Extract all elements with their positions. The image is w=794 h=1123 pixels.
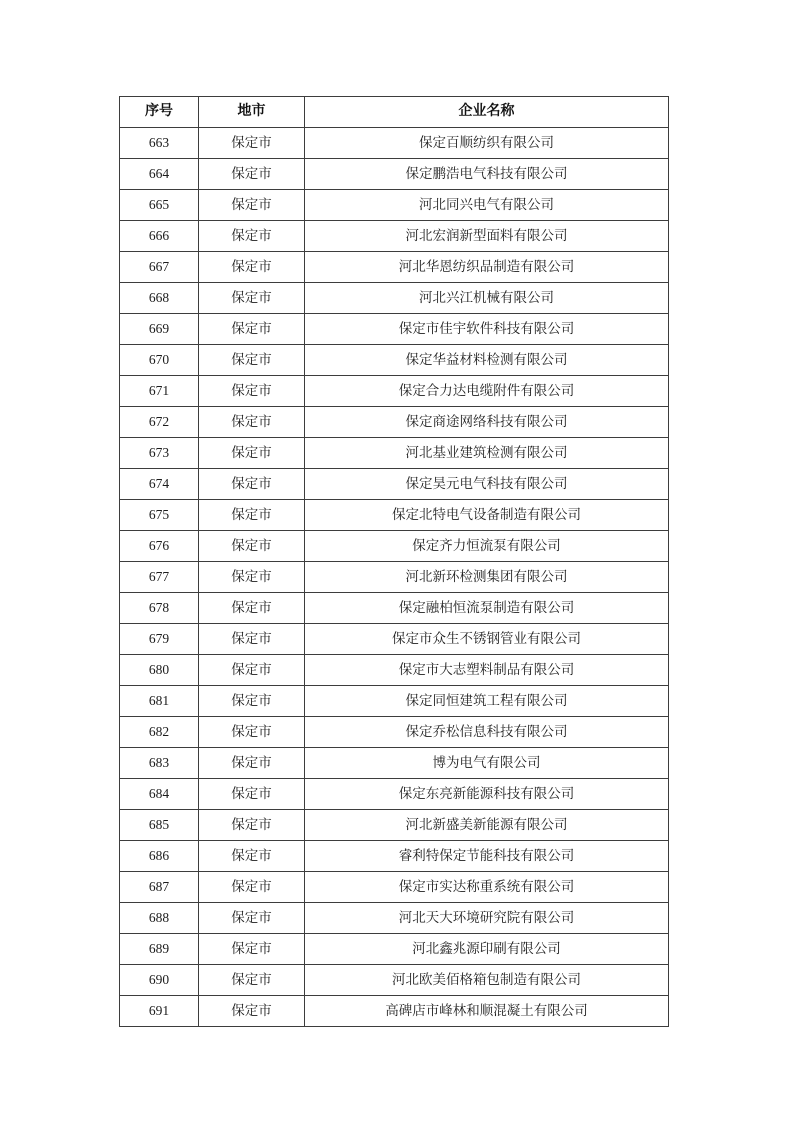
cell-seq: 689: [120, 934, 199, 965]
cell-city: 保定市: [199, 996, 305, 1027]
cell-company-name: 保定乔松信息科技有限公司: [305, 717, 669, 748]
cell-seq: 691: [120, 996, 199, 1027]
cell-seq: 685: [120, 810, 199, 841]
cell-seq: 672: [120, 407, 199, 438]
cell-seq: 677: [120, 562, 199, 593]
cell-company-name: 保定齐力恒流泵有限公司: [305, 531, 669, 562]
cell-seq: 681: [120, 686, 199, 717]
cell-company-name: 保定市大志塑料制品有限公司: [305, 655, 669, 686]
table-row: [120, 655, 669, 686]
table-row: [120, 438, 669, 469]
cell-city: 保定市: [199, 500, 305, 531]
table-row: [120, 128, 669, 159]
cell-seq: 667: [120, 252, 199, 283]
table-row: [120, 190, 669, 221]
cell-company-name: 保定东亮新能源科技有限公司: [305, 779, 669, 810]
cell-city: 保定市: [199, 159, 305, 190]
cell-seq: 668: [120, 283, 199, 314]
cell-city: 保定市: [199, 438, 305, 469]
table-row: [120, 686, 669, 717]
cell-seq: 666: [120, 221, 199, 252]
cell-company-name: 河北新盛美新能源有限公司: [305, 810, 669, 841]
cell-company-name: 保定同恒建筑工程有限公司: [305, 686, 669, 717]
cell-city: 保定市: [199, 810, 305, 841]
cell-seq: 682: [120, 717, 199, 748]
cell-city: 保定市: [199, 252, 305, 283]
cell-city: 保定市: [199, 934, 305, 965]
cell-city: 保定市: [199, 872, 305, 903]
table-row: [120, 531, 669, 562]
table-row: [120, 779, 669, 810]
cell-city: 保定市: [199, 624, 305, 655]
cell-seq: 679: [120, 624, 199, 655]
cell-seq: 671: [120, 376, 199, 407]
cell-city: 保定市: [199, 531, 305, 562]
cell-company-name: 博为电气有限公司: [305, 748, 669, 779]
cell-city: 保定市: [199, 128, 305, 159]
cell-city: 保定市: [199, 593, 305, 624]
table-row: [120, 252, 669, 283]
cell-seq: 690: [120, 965, 199, 996]
cell-city: 保定市: [199, 655, 305, 686]
table-row: [120, 376, 669, 407]
cell-seq: 673: [120, 438, 199, 469]
cell-city: 保定市: [199, 779, 305, 810]
cell-seq: 670: [120, 345, 199, 376]
cell-company-name: 保定商途网络科技有限公司: [305, 407, 669, 438]
cell-seq: 676: [120, 531, 199, 562]
table-header-row: [120, 97, 669, 128]
table-row: [120, 624, 669, 655]
table-row: [120, 221, 669, 252]
cell-city: 保定市: [199, 314, 305, 345]
cell-seq: 687: [120, 872, 199, 903]
cell-city: 保定市: [199, 562, 305, 593]
cell-city: 保定市: [199, 841, 305, 872]
cell-company-name: 河北基业建筑检测有限公司: [305, 438, 669, 469]
table-row: [120, 159, 669, 190]
cell-company-name: 河北新环检测集团有限公司: [305, 562, 669, 593]
cell-company-name: 保定合力达电缆附件有限公司: [305, 376, 669, 407]
cell-seq: 669: [120, 314, 199, 345]
header-seq: 序号: [120, 97, 199, 128]
table-row: [120, 934, 669, 965]
cell-city: 保定市: [199, 283, 305, 314]
cell-company-name: 保定市实达称重系统有限公司: [305, 872, 669, 903]
cell-city: 保定市: [199, 686, 305, 717]
cell-city: 保定市: [199, 469, 305, 500]
table-row: [120, 965, 669, 996]
cell-seq: 663: [120, 128, 199, 159]
cell-company-name: 河北华恩纺织品制造有限公司: [305, 252, 669, 283]
cell-company-name: 高碑店市峰林和顺混凝土有限公司: [305, 996, 669, 1027]
table-row: [120, 314, 669, 345]
cell-company-name: 河北鑫兆源印刷有限公司: [305, 934, 669, 965]
cell-seq: 665: [120, 190, 199, 221]
cell-company-name: 河北同兴电气有限公司: [305, 190, 669, 221]
cell-company-name: 保定华益材料检测有限公司: [305, 345, 669, 376]
table-row: [120, 469, 669, 500]
cell-company-name: 保定市众生不锈钢管业有限公司: [305, 624, 669, 655]
table-row: [120, 810, 669, 841]
cell-city: 保定市: [199, 717, 305, 748]
cell-seq: 678: [120, 593, 199, 624]
cell-seq: 674: [120, 469, 199, 500]
cell-company-name: 保定市佳宇软件科技有限公司: [305, 314, 669, 345]
cell-company-name: 河北天大环境研究院有限公司: [305, 903, 669, 934]
cell-company-name: 保定融柏恒流泵制造有限公司: [305, 593, 669, 624]
table-row: [120, 593, 669, 624]
cell-city: 保定市: [199, 903, 305, 934]
cell-city: 保定市: [199, 345, 305, 376]
cell-city: 保定市: [199, 407, 305, 438]
cell-seq: 675: [120, 500, 199, 531]
table-row: [120, 903, 669, 934]
header-city: 地市: [199, 97, 305, 128]
table-row: [120, 407, 669, 438]
cell-company-name: 保定百顺纺织有限公司: [305, 128, 669, 159]
table-body: [120, 128, 669, 1027]
table-row: [120, 996, 669, 1027]
table-row: [120, 841, 669, 872]
cell-seq: 680: [120, 655, 199, 686]
header-company-name: 企业名称: [305, 97, 669, 128]
cell-company-name: 睿利特保定节能科技有限公司: [305, 841, 669, 872]
cell-company-name: 河北宏润新型面料有限公司: [305, 221, 669, 252]
table-row: [120, 283, 669, 314]
cell-seq: 664: [120, 159, 199, 190]
table-row: [120, 562, 669, 593]
cell-seq: 688: [120, 903, 199, 934]
cell-city: 保定市: [199, 376, 305, 407]
cell-seq: 684: [120, 779, 199, 810]
cell-company-name: 河北欧美佰格箱包制造有限公司: [305, 965, 669, 996]
cell-seq: 683: [120, 748, 199, 779]
company-list-table: [119, 96, 669, 1027]
cell-company-name: 河北兴江机械有限公司: [305, 283, 669, 314]
table-row: [120, 500, 669, 531]
cell-city: 保定市: [199, 190, 305, 221]
cell-company-name: 保定鹏浩电气科技有限公司: [305, 159, 669, 190]
table-row: [120, 748, 669, 779]
cell-company-name: 保定北特电气设备制造有限公司: [305, 500, 669, 531]
table-row: [120, 345, 669, 376]
cell-city: 保定市: [199, 221, 305, 252]
table-row: [120, 872, 669, 903]
cell-city: 保定市: [199, 748, 305, 779]
cell-company-name: 保定昊元电气科技有限公司: [305, 469, 669, 500]
cell-city: 保定市: [199, 965, 305, 996]
table-row: [120, 717, 669, 748]
cell-seq: 686: [120, 841, 199, 872]
